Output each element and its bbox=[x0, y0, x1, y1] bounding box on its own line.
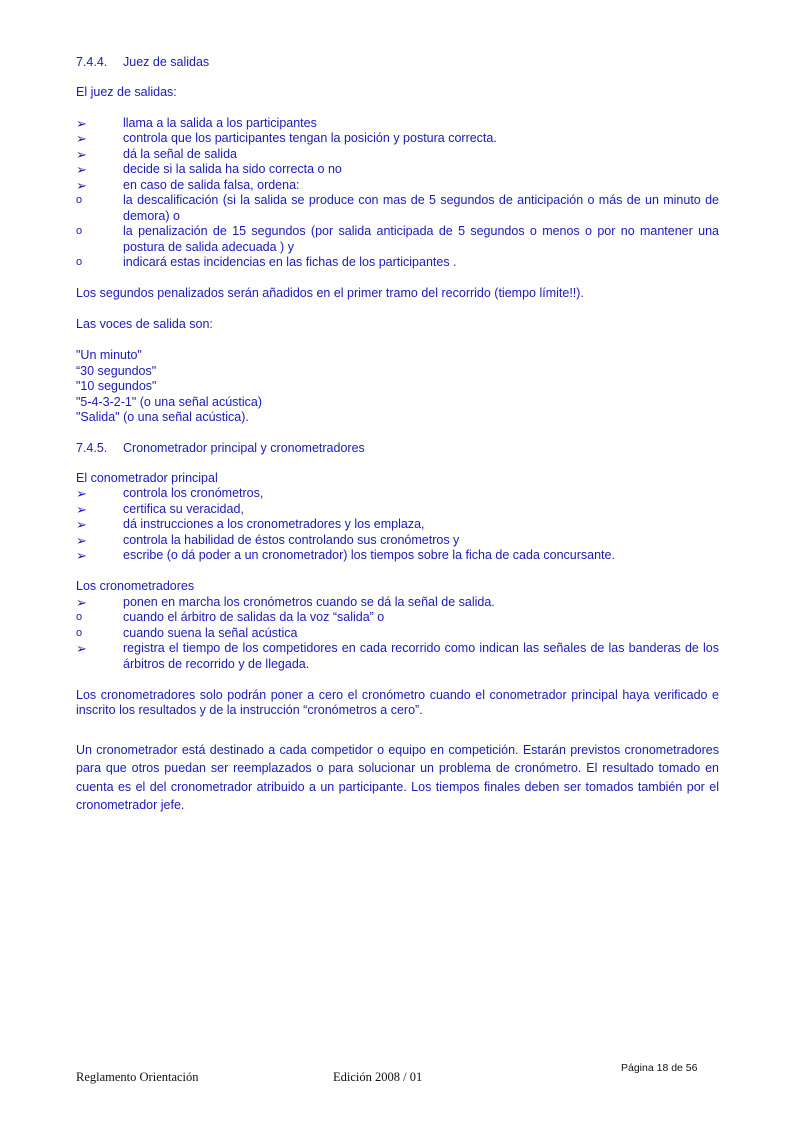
list-item bbox=[76, 641, 719, 672]
list-item bbox=[76, 131, 719, 147]
list-item bbox=[76, 147, 719, 163]
circle-bullet-icon: o bbox=[76, 626, 83, 639]
arrow-bullet-icon: ➢ bbox=[76, 594, 87, 610]
section-number: 7.4.5. bbox=[76, 441, 108, 455]
page-number: Página 18 de 56 bbox=[621, 1062, 698, 1074]
juez-list bbox=[76, 116, 719, 271]
voces-list bbox=[76, 348, 719, 426]
arrow-bullet-icon: ➢ bbox=[76, 641, 87, 656]
principal-list bbox=[76, 486, 719, 564]
list-item bbox=[76, 610, 719, 626]
circle-bullet-icon: o bbox=[76, 611, 83, 623]
list-item bbox=[76, 178, 719, 194]
arrow-bullet-icon: ➢ bbox=[76, 115, 87, 131]
list-item-text: la penalización de 15 segundos (por salida anticipada de 5 segundos o menos o por no mantener una postura de salida adecuada ) y bbox=[123, 224, 719, 254]
list-item-text: ponen en marcha los cronómetros cuando se dá la señal de salida. bbox=[123, 594, 495, 609]
list-item-text: dá la señal de salida bbox=[123, 146, 237, 161]
list-item-text: cuando el árbitro de salidas da la voz “salida” o bbox=[123, 610, 385, 624]
para-destinado: Un cronometrador está destinado a cada competidor o equipo en competición. Estarán previstos cronometradores para que otros puedan ser reemplazados o para solucionar un problema de cronómetro. El resultado tomado en cuenta es el del cronometrador atribuido a un participante. Los tiempos finales deben ser tomados también por el cronometrador jefe. bbox=[76, 742, 719, 812]
list-item bbox=[76, 486, 719, 502]
voz-item: "Un minuto" bbox=[76, 348, 142, 362]
list-item-text: decide si la salida ha sido correcta o no bbox=[123, 162, 342, 176]
list-item-text: certifica su veracidad, bbox=[123, 501, 244, 516]
circle-bullet-icon: o bbox=[76, 256, 83, 268]
list-item bbox=[76, 626, 719, 642]
list-item-text: en caso de salida falsa, ordena: bbox=[123, 177, 300, 192]
arrow-bullet-icon: ➢ bbox=[76, 177, 87, 193]
principal-intro: El conometrador principal bbox=[76, 470, 218, 485]
list-item bbox=[76, 255, 719, 271]
list-item-text: llama a la salida a los participantes bbox=[123, 115, 317, 130]
list-item-text: indicará estas incidencias en las fichas de los participantes . bbox=[123, 255, 457, 269]
circle-bullet-icon: o bbox=[76, 194, 83, 206]
penalty-note: Los segundos penalizados serán añadidos en el primer tramo del recorrido (tiempo límite!!). bbox=[76, 286, 584, 300]
list-item bbox=[76, 116, 719, 132]
list-item-text: registra el tiempo de los competidores en cada recorrido como indican las señales de las banderas de los árbitros de recorrido y de llegada. bbox=[123, 641, 719, 671]
crono-list bbox=[76, 595, 719, 673]
document-body bbox=[76, 55, 719, 815]
page-footer bbox=[76, 1070, 719, 1090]
arrow-bullet-icon: ➢ bbox=[76, 486, 87, 501]
list-item-text: dá instrucciones a los cronometradores y los emplaza, bbox=[123, 517, 425, 531]
voces-intro: Las voces de salida son: bbox=[76, 317, 213, 331]
footer-title: Reglamento Orientación bbox=[76, 1070, 199, 1084]
crono-intro: Los cronometradores bbox=[76, 579, 195, 593]
arrow-bullet-icon: ➢ bbox=[76, 162, 87, 177]
voz-item: "10 segundos" bbox=[76, 379, 157, 393]
section-title: Cronometrador principal y cronometradores bbox=[123, 441, 365, 455]
list-item bbox=[76, 502, 719, 518]
voz-item: "Salida" (o una señal acústica). bbox=[76, 410, 249, 424]
voz-item: “30 segundos" bbox=[76, 363, 157, 378]
arrow-bullet-icon: ➢ bbox=[76, 501, 87, 517]
list-item-text: controla la habilidad de éstos controlando sus cronómetros y bbox=[123, 532, 460, 547]
list-item bbox=[76, 193, 719, 224]
list-item bbox=[76, 548, 719, 564]
arrow-bullet-icon: ➢ bbox=[76, 548, 87, 563]
circle-bullet-icon: o bbox=[76, 225, 83, 237]
list-item bbox=[76, 224, 719, 255]
arrow-bullet-icon: ➢ bbox=[76, 517, 87, 532]
list-item bbox=[76, 162, 719, 178]
footer-edition: Edición 2008 / 01 bbox=[333, 1070, 423, 1084]
section-title: Juez de salidas bbox=[123, 55, 210, 69]
arrow-bullet-icon: ➢ bbox=[76, 532, 87, 548]
list-item bbox=[76, 517, 719, 533]
arrow-bullet-icon: ➢ bbox=[76, 131, 87, 146]
list-item-text: escribe (o dá poder a un cronometrador) los tiempos sobre la ficha de cada concursante. bbox=[123, 548, 615, 562]
voz-item: "5-4-3-2-1" (o una señal acústica) bbox=[76, 394, 263, 409]
para-cero: Los cronometradores solo podrán poner a cero el cronómetro cuando el conometrador principal haya verificado e inscrito los resultados y de la instrucción “cronómetros a cero”. bbox=[76, 687, 719, 717]
list-item bbox=[76, 533, 719, 549]
list-item-text: cuando suena la señal acústica bbox=[123, 625, 298, 640]
list-item-text: la descalificación (si la salida se produce con mas de 5 segundos de anticipación o más de un minuto de demora) o bbox=[123, 193, 719, 223]
section-heading-7-4-4 bbox=[76, 55, 719, 69]
list-item-text: controla que los participantes tengan la posición y postura correcta. bbox=[123, 131, 497, 145]
list-item bbox=[76, 595, 719, 611]
list-item-text: controla los cronómetros, bbox=[123, 486, 264, 500]
section-number: 7.4.4. bbox=[76, 55, 108, 69]
section-heading-7-4-5 bbox=[76, 441, 719, 455]
arrow-bullet-icon: ➢ bbox=[76, 146, 87, 162]
juez-intro: El juez de salidas: bbox=[76, 84, 177, 99]
